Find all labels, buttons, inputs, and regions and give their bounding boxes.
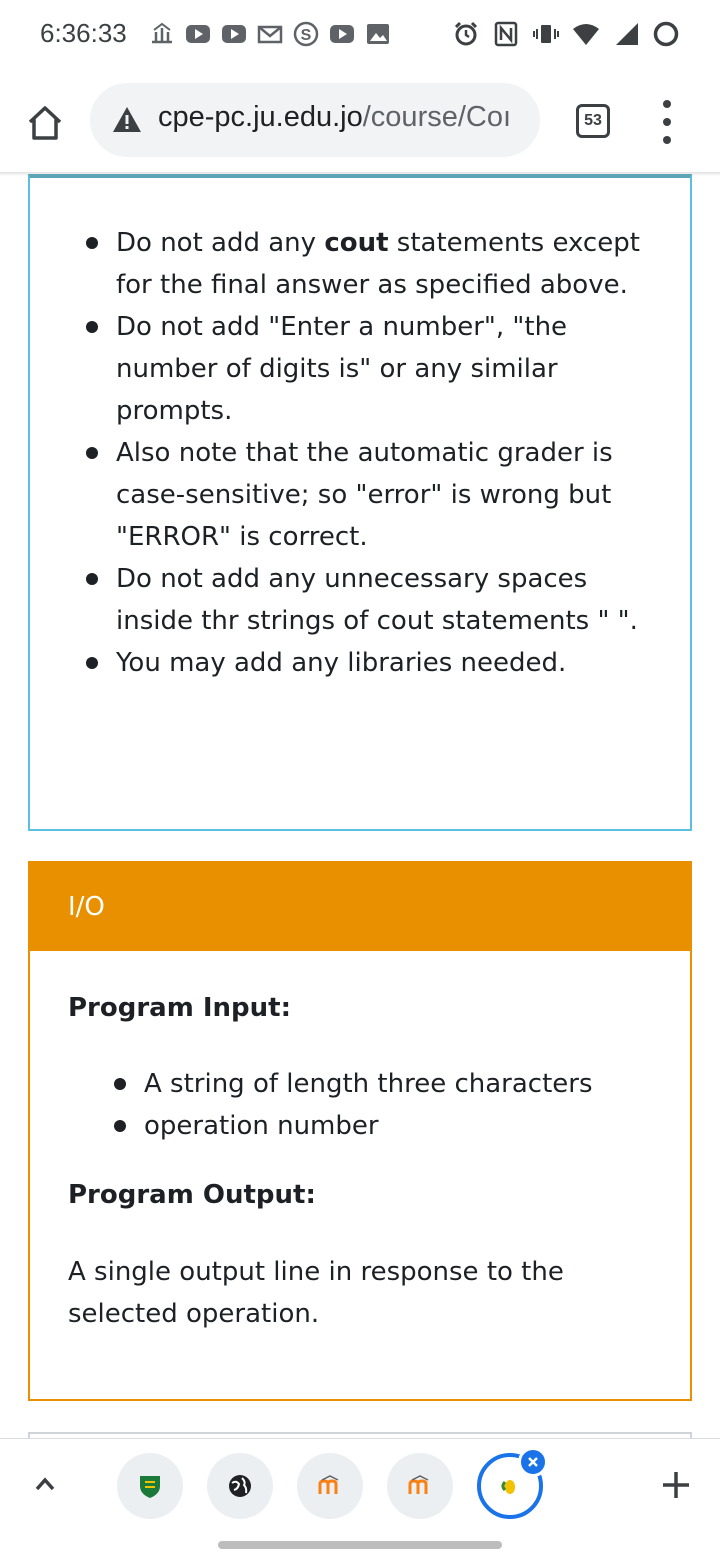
vibrate-icon [532, 20, 560, 48]
tab-moodle[interactable] [387, 1453, 453, 1519]
youtube-icon [220, 20, 248, 48]
program-output-text: A single output line in response to the selected operation. [68, 1257, 564, 1329]
gesture-navigation-bar[interactable] [218, 1541, 502, 1549]
tab-globe[interactable] [207, 1453, 273, 1519]
io-card [28, 861, 692, 1401]
moodle-icon [406, 1472, 434, 1500]
bold-keyword: cout [324, 228, 389, 258]
home-icon[interactable] [24, 102, 66, 144]
status-bar [0, 0, 720, 68]
youtube-icon [328, 20, 356, 48]
status-time: 6:36:33 [40, 18, 127, 48]
browser-toolbar [0, 68, 720, 174]
wifi-icon [572, 20, 600, 48]
new-tab-plus-icon[interactable] [656, 1465, 696, 1505]
university-shield-icon [136, 1472, 164, 1500]
system-icons [452, 20, 680, 48]
notes-list [116, 222, 646, 684]
notes-card [28, 174, 692, 831]
tab-strip [0, 1438, 720, 1530]
program-output-heading: Program Output: [68, 1180, 316, 1210]
list-item: Do not add "Enter a number", "the number of digits is" or any similar prompts. [116, 306, 646, 432]
url-host: cpe-pc.ju.edu.jo [158, 101, 363, 133]
url-text[interactable] [158, 101, 511, 134]
close-tab-icon[interactable] [518, 1447, 548, 1477]
list-item: A string of length three characters [144, 1063, 664, 1105]
gmail-icon [256, 20, 284, 48]
tab-moodle[interactable] [297, 1453, 363, 1519]
list-item: You may add any libraries needed. [116, 642, 646, 684]
alarm-icon [452, 20, 480, 48]
tab-university[interactable] [117, 1453, 183, 1519]
youtube-icon [184, 20, 212, 48]
list-item: operation number [144, 1105, 664, 1147]
signal-icon [612, 20, 640, 48]
list-item: Also note that the automatic grader is case-sensitive; so "error" is wrong but "ERROR" is correct. [116, 432, 646, 558]
nfc-icon [492, 20, 520, 48]
overflow-menu-icon[interactable] [658, 100, 676, 144]
globe-icon [226, 1472, 254, 1500]
not-secure-warning-icon[interactable] [112, 105, 142, 135]
battery-icon [652, 20, 680, 48]
notification-icons [148, 20, 392, 48]
program-input-list [144, 1063, 664, 1147]
io-card-header: I/O [30, 863, 690, 951]
svg-text:S: S [300, 27, 312, 44]
list-item: Do not add any cout statements except for the final answer as specified above. [116, 222, 646, 306]
gallery-icon [364, 20, 392, 48]
chevron-up-icon[interactable] [30, 1469, 60, 1499]
program-input-heading: Program Input: [68, 993, 291, 1023]
url-path: /course/Coı [362, 101, 512, 133]
address-bar[interactable] [90, 83, 540, 157]
moodle-icon [316, 1472, 344, 1500]
skype-icon [292, 20, 320, 48]
active-tab-icon [496, 1472, 524, 1500]
tab-switcher-button[interactable]: 53 [576, 104, 610, 138]
university-icon [148, 20, 176, 48]
list-item: Do not add any unnecessary spaces inside thr strings of cout statements " ". [116, 558, 646, 642]
